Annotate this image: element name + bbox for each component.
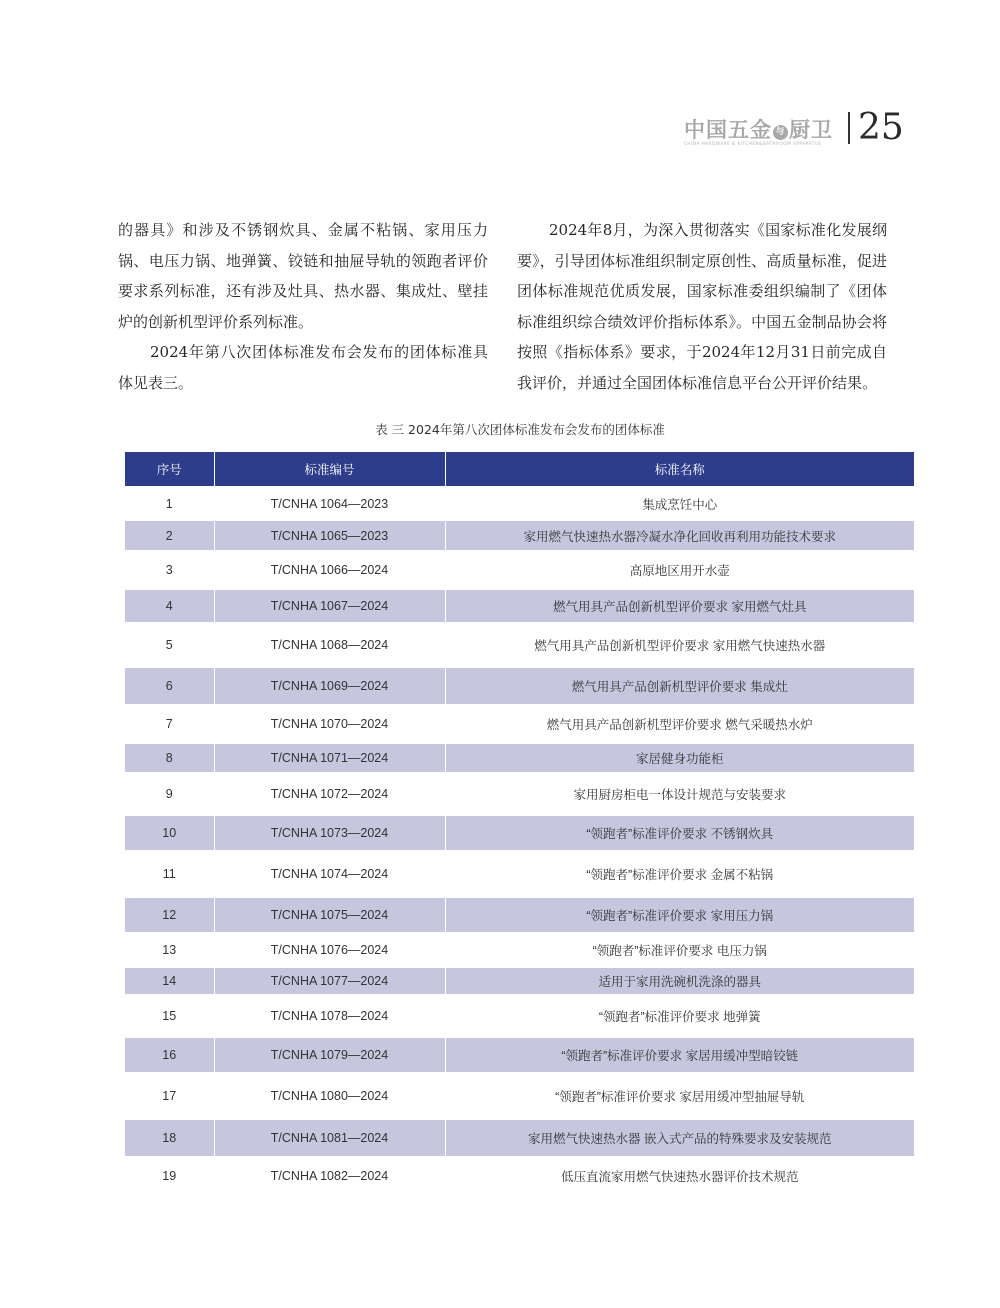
table-row	[125, 1073, 914, 1119]
cell-number: 11	[125, 851, 214, 897]
table-row	[125, 995, 914, 1037]
cell-code: T/CNHA 1073—2024	[214, 815, 445, 851]
cell-number: 10	[125, 815, 214, 851]
magazine-logo	[684, 114, 834, 150]
cell-code: T/CNHA 1077—2024	[214, 967, 445, 995]
cell-name: 家用燃气快速热水器 嵌入式产品的特殊要求及安装规范	[445, 1119, 914, 1157]
cell-number: 3	[125, 551, 214, 589]
cell-code: T/CNHA 1078—2024	[214, 995, 445, 1037]
cell-code: T/CNHA 1081—2024	[214, 1119, 445, 1157]
left-paragraph-1: 的器具》和涉及不锈钢炊具、金属不粘锅、家用压力锅、电压力锅、地弹簧、铰链和抽屉导轨的领跑者评价要求系列标准，还有涉及灶具、热水器、集成灶、壁挂炉的创新机型评价系列标准。	[118, 221, 488, 331]
cell-code: T/CNHA 1080—2024	[214, 1073, 445, 1119]
cell-name: 燃气用具产品创新机型评价要求 集成灶	[445, 667, 914, 705]
table-row	[125, 743, 914, 773]
cell-number: 4	[125, 589, 214, 623]
header-divider	[848, 112, 850, 144]
cell-name: 低压直流家用燃气快速热水器评价技术规范	[445, 1157, 914, 1193]
table-row	[125, 773, 914, 815]
column-header-name: 标准名称	[445, 452, 914, 487]
cell-name: “领跑者”标准评价要求 电压力锅	[445, 933, 914, 967]
table-row	[125, 1157, 914, 1193]
cell-code: T/CNHA 1072—2024	[214, 773, 445, 815]
cell-number: 2	[125, 520, 214, 551]
table-row	[125, 967, 914, 995]
cell-number: 9	[125, 773, 214, 815]
cell-number: 7	[125, 705, 214, 743]
cell-number: 1	[125, 487, 214, 520]
cell-number: 16	[125, 1037, 214, 1073]
table-row	[125, 705, 914, 743]
cell-code: T/CNHA 1064—2023	[214, 487, 445, 520]
cell-number: 14	[125, 967, 214, 995]
cell-code: T/CNHA 1066—2024	[214, 551, 445, 589]
table-row	[125, 1037, 914, 1073]
logo-badge: 与	[773, 125, 788, 140]
cell-name: 燃气用具产品创新机型评价要求 燃气采暖热水炉	[445, 705, 914, 743]
cell-number: 15	[125, 995, 214, 1037]
cell-name: 高原地区用开水壶	[445, 551, 914, 589]
table-row	[125, 851, 914, 897]
left-text-column	[118, 215, 488, 398]
cell-name: 集成烹饪中心	[445, 487, 914, 520]
cell-code: T/CNHA 1070—2024	[214, 705, 445, 743]
logo-text-suffix: 厨卫	[789, 118, 833, 142]
cell-code: T/CNHA 1076—2024	[214, 933, 445, 967]
table-row	[125, 551, 914, 589]
table-row	[125, 897, 914, 933]
cell-name: 家用燃气快速热水器冷凝水净化回收再利用功能技术要求	[445, 520, 914, 551]
page-header	[0, 108, 1000, 154]
cell-name: “领跑者”标准评价要求 家用压力锅	[445, 897, 914, 933]
table-row	[125, 667, 914, 705]
table-row	[125, 815, 914, 851]
cell-number: 6	[125, 667, 214, 705]
cell-name: 家居健身功能柜	[445, 743, 914, 773]
cell-name: 燃气用具产品创新机型评价要求 家用燃气快速热水器	[445, 623, 914, 667]
cell-name: “领跑者”标准评价要求 家居用缓冲型抽屉导轨	[445, 1073, 914, 1119]
table-row	[125, 933, 914, 967]
cell-name: “领跑者”标准评价要求 地弹簧	[445, 995, 914, 1037]
cell-name: 燃气用具产品创新机型评价要求 家用燃气灶具	[445, 589, 914, 623]
logo-subtitle: CHINA HARDWARE & KITCHEN&BATHROOM APPARATUS	[684, 141, 822, 146]
right-text-column	[517, 215, 887, 398]
table-row	[125, 1119, 914, 1157]
cell-name: 适用于家用洗碗机洗涤的器具	[445, 967, 914, 995]
page-number: 25	[858, 107, 904, 148]
cell-code: T/CNHA 1067—2024	[214, 589, 445, 623]
cell-number: 17	[125, 1073, 214, 1119]
table-row	[125, 520, 914, 551]
cell-code: T/CNHA 1074—2024	[214, 851, 445, 897]
cell-number: 18	[125, 1119, 214, 1157]
cell-number: 13	[125, 933, 214, 967]
table-row	[125, 623, 914, 667]
cell-name: 家用厨房柜电一体设计规范与安装要求	[445, 773, 914, 815]
logo-text-main: 中国五金	[684, 118, 772, 142]
left-paragraph-2: 2024年第八次团体标准发布会发布的团体标准具体见表三。	[118, 343, 488, 392]
table-row	[125, 487, 914, 520]
cell-name: “领跑者”标准评价要求 家居用缓冲型暗铰链	[445, 1037, 914, 1073]
cell-code: T/CNHA 1071—2024	[214, 743, 445, 773]
cell-code: T/CNHA 1069—2024	[214, 667, 445, 705]
cell-number: 8	[125, 743, 214, 773]
table-caption: 表 三 2024年第八次团体标准发布会发布的团体标准	[375, 422, 665, 437]
cell-name: “领跑者”标准评价要求 不锈钢炊具	[445, 815, 914, 851]
column-header-number: 序号	[125, 452, 214, 487]
cell-name: “领跑者”标准评价要求 金属不粘锅	[445, 851, 914, 897]
cell-code: T/CNHA 1079—2024	[214, 1037, 445, 1073]
right-paragraph-1: 2024年8月，为深入贯彻落实《国家标准化发展纲要》，引导团体标准组织制定原创性、高质量标准，促进团体标准规范优质发展，国家标准委组织编制了《团体标准组织综合绩效评价指标体系》。中国五金制品协会将按照《指标体系》要求，于2024年12月31日前完成自我评价，并通过全国团体标准信息平台公开评价结果。	[517, 221, 887, 392]
cell-code: T/CNHA 1068—2024	[214, 623, 445, 667]
table-header-row	[125, 452, 914, 487]
cell-code: T/CNHA 1075—2024	[214, 897, 445, 933]
cell-code: T/CNHA 1082—2024	[214, 1157, 445, 1193]
standards-table	[125, 452, 914, 1193]
table-row	[125, 589, 914, 623]
cell-number: 19	[125, 1157, 214, 1193]
cell-number: 5	[125, 623, 214, 667]
cell-code: T/CNHA 1065—2023	[214, 520, 445, 551]
cell-number: 12	[125, 897, 214, 933]
column-header-code: 标准编号	[214, 452, 445, 487]
